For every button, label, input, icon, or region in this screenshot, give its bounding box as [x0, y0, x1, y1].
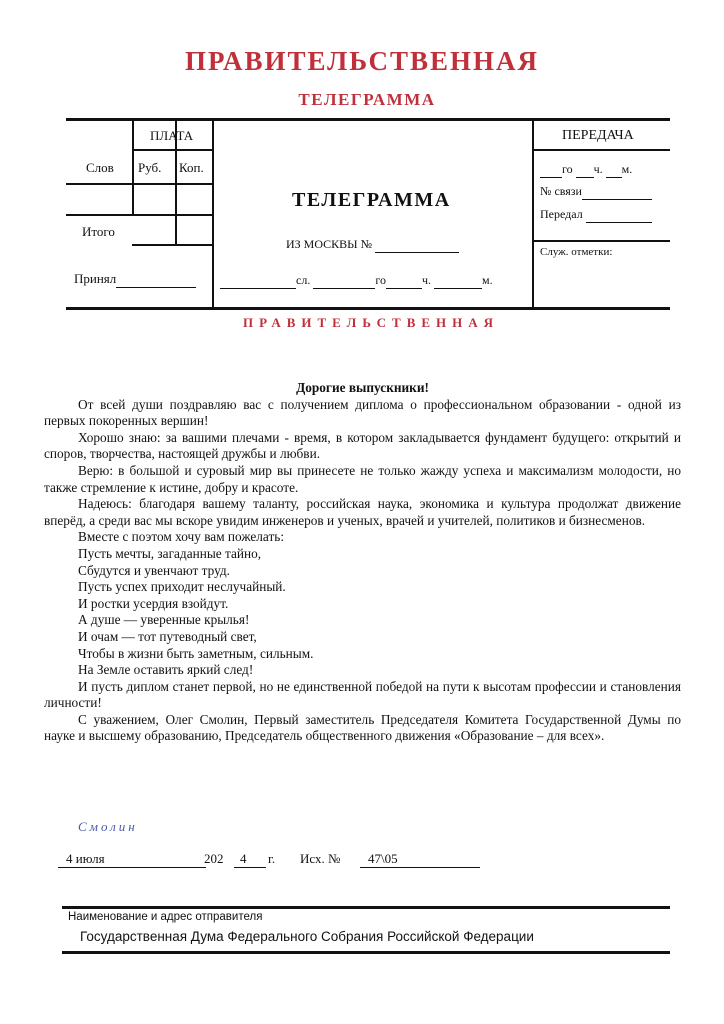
- ch-label-right: ч.: [593, 162, 603, 176]
- year-digit: 4: [234, 851, 266, 868]
- ref-number: 47\05: [360, 851, 480, 868]
- dateline: [58, 851, 488, 869]
- m-label: м.: [482, 273, 493, 287]
- sender-divider-bottom: [62, 951, 670, 954]
- grid-line: [66, 214, 212, 216]
- slov-label: Слов: [86, 160, 114, 175]
- signature: Смолин: [78, 819, 138, 834]
- paragraph: Надеюсь: благодаря вашему таланту, российская наука, экономика и культура продолжат движение вперёд, а среди вас мы вскоре увидим инженеров и ученых, врачей и учителей, политиков и бизнесменов.: [44, 496, 681, 528]
- verse-line: И ростки усердия взойдут.: [78, 595, 229, 611]
- peredacha-label: ПЕРЕДАЧА: [562, 128, 634, 143]
- ref-label: Исх. №: [300, 851, 341, 866]
- peredal-label: Передал: [540, 207, 583, 221]
- grid-line: [532, 240, 670, 242]
- regards-paragraph: С уважением, Олег Смолин, Первый заместитель Председателя Комитета Государственной Думы по науке и высшему образованию, Председатель общественного движения «Образование – для всех».: [44, 711, 681, 744]
- header-subtitle: ТЕЛЕГРАММА: [298, 90, 436, 109]
- paragraph: От всей души поздравляю вас с получением диплома о профессиональном образовании - одной из первых покоренных вершин!: [44, 396, 681, 429]
- sluzh-otmetki-label: Служ. отметки:: [540, 246, 613, 258]
- m-label-right: м.: [621, 162, 633, 176]
- verse-line: Пусть мечты, загаданные тайно,: [78, 545, 262, 561]
- date-field: 4 июля: [58, 851, 206, 868]
- paragraph: Хорошо знаю: за вашими плечами - время, в котором закладывается фундамент будущего: открытий и споров, творчества, настоящей дружбы и любви.: [44, 429, 681, 462]
- grid-line: [132, 244, 212, 246]
- itogo-label: Итого: [82, 224, 115, 239]
- grid-line: [132, 149, 212, 151]
- year-prefix: 202: [204, 851, 224, 866]
- ch-label: ч.: [421, 273, 431, 287]
- verse-line: На Земле оставить яркий след!: [78, 662, 254, 678]
- sl-label: сл.: [296, 273, 311, 287]
- greeting: Дорогие выпускники!: [296, 380, 429, 395]
- verse-line: А душе — уверенные крылья!: [78, 612, 250, 628]
- plata-label: ПЛАТА: [150, 128, 194, 143]
- go-label: го: [375, 273, 386, 287]
- grid-line: [212, 121, 214, 307]
- year-suffix: г.: [268, 851, 276, 866]
- grid-line: [132, 121, 134, 216]
- verse-intro: Вместе с поэтом хочу вам пожелать:: [78, 529, 285, 545]
- footer-banner: ПРАВИТЕЛЬСТВЕННАЯ: [242, 315, 500, 330]
- nomer-svyazi-label: № связи: [540, 184, 582, 198]
- sender-divider-top: [62, 906, 670, 909]
- sender-label: Наименование и адрес отправителя: [68, 911, 263, 923]
- iz-moskvy-label: ИЗ МОСКВЫ №: [286, 237, 373, 251]
- verse-line: Пусть успех приходит неслучайный.: [78, 579, 286, 595]
- go-label-right: го: [562, 162, 573, 176]
- prinyal-label: Принял: [74, 271, 117, 286]
- verse-line: Сбудутся и увенчают труд.: [78, 562, 230, 578]
- center-title: ТЕЛЕГРАММА: [292, 189, 451, 211]
- paragraph: Верю: в большой и суровый мир вы принесете не только жажду успеха и максимализм молодости, но также стремление к истине, добру и красоте.: [44, 462, 681, 495]
- grid-line: [532, 149, 670, 151]
- sender-value: Государственная Дума Федерального Собрания Российской Федерации: [80, 929, 534, 944]
- closing-paragraph: И пусть диплом станет первой, но не единственной победой на пути к высотам профессии и становления личности!: [44, 678, 681, 711]
- kop-label: Коп.: [179, 160, 204, 175]
- verse-line: И очам — тот путеводный свет,: [78, 628, 257, 644]
- telegram-form: [66, 118, 670, 310]
- rub-label: Руб.: [138, 160, 162, 175]
- header-title: ПРАВИТЕЛЬСТВЕННАЯ: [184, 46, 540, 76]
- verse-line: Чтобы в жизни быть заметным, сильным.: [78, 645, 314, 661]
- grid-line: [66, 183, 212, 185]
- letter-body: [44, 380, 681, 745]
